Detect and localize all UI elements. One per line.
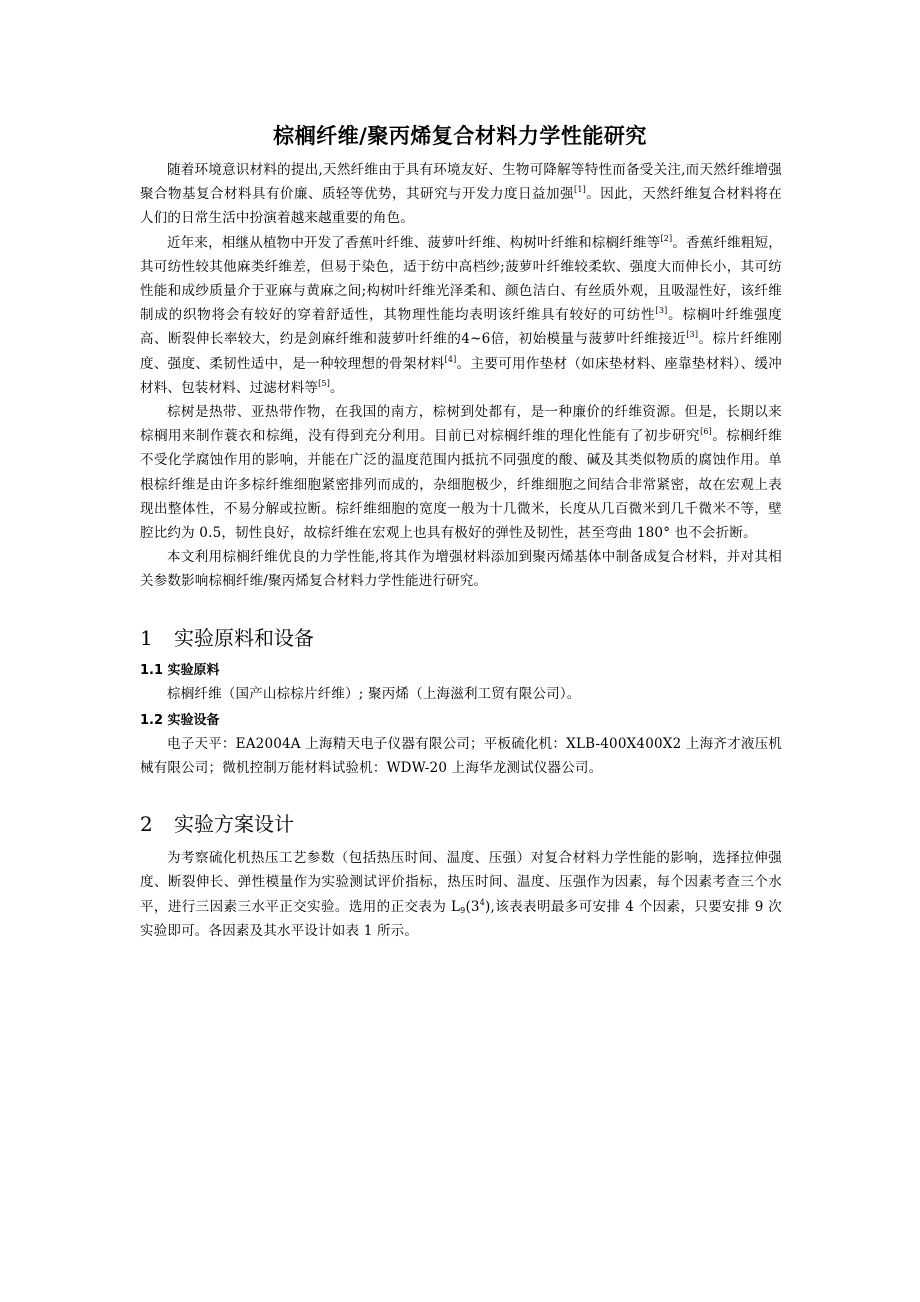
section-title: 实验方案设计 bbox=[174, 812, 294, 837]
intro-paragraph-3 bbox=[140, 400, 782, 545]
text-run: 。棕榈纤维不受化学腐蚀作用的影响，并能在广泛的温度范围内抵抗不同强度的酸、碱及其类似物质的腐蚀作用。单根棕纤维是由许多棕纤维细胞紧密排列而成的，杂细胞极少，纤维细胞之间结合非常紧密，故在宏观上表现出整体性，不易分解或拉断。棕纤维细胞的宽度一般为十几微米，长度从几百微米到几千微米不等，壁腔比约为 0.5，韧性良好，故棕纤维在宏观上也具有极好的弹性及韧性，甚至弯曲 180° 也不会折断。 bbox=[140, 428, 783, 542]
text-run: 。因此，天然纤维复合材料将在人们的日常生活中扮演着越来越重要的角色。 bbox=[140, 186, 782, 227]
citation: [3] bbox=[655, 306, 668, 316]
text-run: 近年来，相继从植物中开发了香蕉叶纤维、菠萝叶纤维、构树叶纤维和棕榈纤维等 bbox=[167, 234, 661, 251]
section-1-heading bbox=[140, 624, 782, 652]
paper-title: 棕榈纤维/聚丙烯复合材料力学性能研究 bbox=[273, 124, 647, 148]
citation: [2] bbox=[660, 233, 673, 243]
section-number: 2 bbox=[140, 812, 153, 837]
text-run: 随着环境意识材料的提出,天然纤维由于具有环境友好、生物可降解等特性而备受关注,而天然纤维增强聚合物基复合材料具有价廉、质轻等优势，其研究与开发力度日益加强 bbox=[140, 162, 782, 203]
section-title: 实验原料和设备 bbox=[174, 625, 314, 650]
citation: [6] bbox=[700, 427, 712, 437]
text-run: 。棕榈叶纤维强度高、断裂伸长率较大，约是剑麻纤维和菠萝叶纤维的4~6倍，初始模量与菠萝叶纤维接近 bbox=[140, 307, 782, 348]
materials-paragraph: 棕榈纤维（国产山棕棕片纤维）; 聚丙烯（上海滋利工贸有限公司）。 bbox=[167, 685, 581, 702]
citation: [4] bbox=[444, 354, 457, 364]
subscript: 9 bbox=[460, 905, 466, 915]
text-run: 。棕片纤维刚度、强度、柔韧性适中，是一种较理想的骨架材料 bbox=[140, 331, 782, 372]
citation: [3] bbox=[686, 330, 699, 340]
design-paragraph bbox=[140, 846, 782, 943]
intro-paragraph-4 bbox=[140, 545, 782, 593]
subsection-1-2-heading: 1.2 实验设备 bbox=[140, 712, 220, 728]
text-run: 为考察硫化机热压工艺参数（包括热压时间、温度、压强）对复合材料力学性能的影响，选择拉伸强度、断裂伸长、弹性模量作为实验测试评价指标，热压时间、温度、压强作为因素，每个因素考查三个水平，进行三因素三水平正交实验。选用的正交表为 L bbox=[140, 850, 782, 915]
intro-paragraph-1 bbox=[140, 158, 782, 231]
text-run: 本文利用棕榈纤维优良的力学性能,将其作为增强材料添加到聚丙烯基体中制备成复合材料，并对其相关参数影响棕榈纤维/聚丙烯复合材料力学性能进行研究。 bbox=[140, 549, 782, 590]
text-run: 。 bbox=[330, 379, 344, 396]
superscript: 4 bbox=[479, 897, 486, 907]
citation: [1] bbox=[574, 185, 586, 195]
text-run: 。香蕉纤维粗短，其可纺性较其他麻类纤维差，但易于染色，适于纺中高档纱;菠萝叶纤维较柔软、强度大而伸长小，其可纺性能和成纱质量介于亚麻与黄麻之间;构树叶纤维光泽柔和、颜色洁白、有丝质外观，且吸湿性好，该纤维制成的织物将会有较好的穿着舒适性，其物理性能均表明该纤维具有较好的可纺性 bbox=[140, 234, 782, 324]
paper-body bbox=[140, 158, 782, 943]
text-run: 棕树是热带、亚热带作物，在我国的南方，棕树到处都有，是一种廉价的纤维资源。但是，长期以来棕榈用来制作蓑衣和棕绳，没有得到充分利用。目前已对棕榈纤维的理化性能有了初步研究 bbox=[140, 404, 782, 445]
equipment-paragraph: 电子天平：EA2004A 上海精天电子仪器有限公司；平板硫化机：XLB-400X400X2 上海齐才液压机械有限公司；微机控制万能材料试验机：WDW-20 上海华龙测试仪器公司。 bbox=[140, 735, 782, 777]
citation: [5] bbox=[318, 378, 331, 388]
text-run: (3 bbox=[465, 898, 480, 915]
intro-paragraph-2 bbox=[140, 231, 782, 400]
text-run: ),该表表明最多可安排 4 个因素，只要安排 9 次实验即可。各因素及其水平设计如表 1 所示。 bbox=[140, 898, 782, 939]
subsection-1-1-heading: 1.1 实验原料 bbox=[140, 662, 220, 678]
section-2-heading bbox=[140, 810, 782, 838]
text-run: 。主要可用作垫材（如床垫材料、座靠垫材料）、缓冲材料、包装材料、过滤材料等 bbox=[140, 355, 782, 396]
section-number: 1 bbox=[140, 625, 153, 650]
